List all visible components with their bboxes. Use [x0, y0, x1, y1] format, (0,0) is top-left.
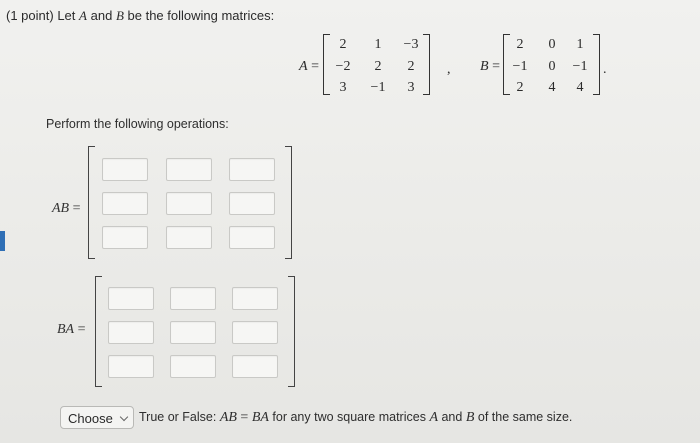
points-label: (1 point) — [6, 8, 54, 23]
matrix-a-cell: 2 — [374, 59, 382, 74]
ab-entry-input[interactable] — [166, 158, 212, 181]
matrix-b-label: B = — [480, 59, 500, 74]
matrix-a-cell: −1 — [370, 80, 386, 95]
ba-entry-input[interactable] — [108, 321, 154, 344]
matrix-a-cell: 1 — [374, 37, 382, 52]
ab-entry-input[interactable] — [102, 226, 148, 249]
true-false-select[interactable] — [60, 406, 134, 429]
matrix-a-cell: 3 — [407, 80, 415, 95]
matrix-a-cell: −2 — [335, 59, 351, 74]
ba-label: BA = — [57, 322, 86, 337]
matrix-a-cell: 2 — [339, 37, 347, 52]
ba-left-bracket — [95, 276, 102, 387]
ba-entry-input[interactable] — [232, 321, 278, 344]
matrix-b-cell: 1 — [576, 37, 584, 52]
intro-and: and — [90, 8, 113, 23]
matrix-b-cell: 4 — [548, 80, 556, 95]
ba-right-bracket — [288, 276, 295, 387]
ab-right-bracket — [285, 146, 292, 259]
ab-entry-input[interactable] — [229, 226, 275, 249]
math-a: A — [79, 8, 87, 23]
matrix-a-cell: 3 — [339, 80, 347, 95]
matrix-a-cell: −3 — [403, 37, 419, 52]
problem-statement — [6, 8, 274, 24]
chevron-down-icon — [120, 413, 128, 421]
math-b: B — [115, 8, 124, 23]
matrix-b-cell: 0 — [548, 59, 556, 74]
matrix-a-cell: 2 — [407, 59, 415, 74]
ab-entry-input[interactable] — [102, 192, 148, 215]
ab-entry-input[interactable] — [229, 158, 275, 181]
ba-entry-input[interactable] — [232, 287, 278, 310]
ba-entry-input[interactable] — [232, 355, 278, 378]
left-edge-marker — [0, 231, 5, 251]
intro-text: Let — [57, 8, 76, 23]
matrix-b-cell: 4 — [576, 80, 584, 95]
ab-entry-input[interactable] — [102, 158, 148, 181]
instruction-text: Perform the following operations: — [46, 117, 229, 131]
matrix-b-period: . — [603, 62, 607, 77]
ab-left-bracket — [88, 146, 95, 259]
true-false-statement: True or False: AB = BA for any two square matrices A and B of the same size. — [139, 410, 573, 425]
ab-entry-input[interactable] — [166, 226, 212, 249]
ba-entry-input[interactable] — [170, 287, 216, 310]
ab-entry-input[interactable] — [229, 192, 275, 215]
matrix-b-cell: −1 — [572, 59, 588, 74]
ba-entry-input[interactable] — [108, 355, 154, 378]
intro-tail: be the following matrices: — [127, 8, 275, 23]
ba-entry-input[interactable] — [108, 287, 154, 310]
matrix-a-comma: , — [447, 62, 451, 77]
matrix-b-cell: −1 — [512, 59, 528, 74]
matrix-b-cell: 2 — [516, 37, 524, 52]
matrix-b-cell: 0 — [548, 37, 556, 52]
matrix-b-cell: 2 — [516, 80, 524, 95]
select-value: Choose — [68, 411, 113, 426]
ab-entry-input[interactable] — [166, 192, 212, 215]
matrix-a-label: A = — [299, 59, 319, 74]
ba-entry-input[interactable] — [170, 355, 216, 378]
ba-entry-input[interactable] — [170, 321, 216, 344]
ab-label: AB = — [52, 201, 81, 216]
